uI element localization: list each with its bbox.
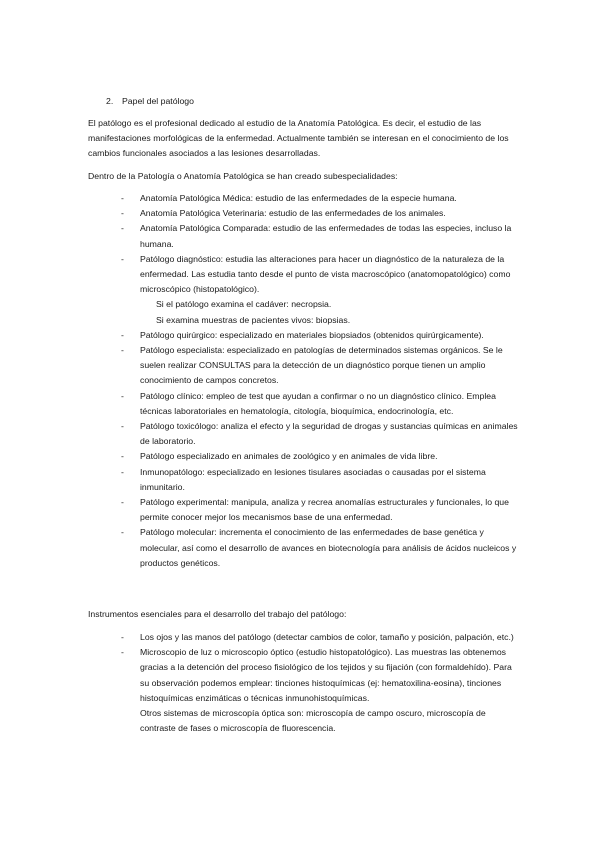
section-number: 2.: [106, 96, 114, 106]
list-item: - Patólogo especializado en animales de zoológico y en animales de vida libre.: [121, 451, 438, 462]
list-item: - Patólogo molecular: incrementa el conocimiento de las enfermedades de base genética y molecular, así como el desarrollo de avances en biotecnología para análisis de ácidos nucleicos y productos genéticos.: [121, 527, 517, 568]
list-item: - Patólogo especialista: especializado en patologías de determinados sistemas orgánicos. Se le suelen realizar CONSULTAS para la detección de un diagnóstico porque tienen un amplio conocimiento de campos concretos.: [121, 345, 503, 386]
diagnostic-subitem: Si el patólogo examina el cadáver: necropsia.: [156, 299, 332, 310]
list-item: - Microscopio de luz o microscopio óptico (estudio histopatológico). Las muestras las obtenemos gracias a la detención del proceso fisiológico de los tejidos y su fijación (con formaldehído). Para su observación podemos emplear: tinciones histoquímicas (ej: hematoxilina-eosina), tinciones histoquímicas enzimáticas o técnicas inmunohistoquímicas. Otros sistemas de microscopía óptica son: microscopía de campo oscuro, microscopía de contraste de fases o microscopía de fluorescencia.: [88, 645, 520, 736]
diagnostic-subitem: Si examina muestras de pacientes vivos: biopsias.: [156, 314, 351, 325]
intro-paragraph: El patólogo es el profesional dedicado al estudio de la Anatomía Patológica. Es decir, el estudio de las manifestaciones morfológicas de la enfermedad. Actualmente también se interesan en el conocimiento de los cambios funcionales asociados a las lesiones desarrolladas.: [88, 118, 509, 159]
list-item: - Patólogo clínico: empleo de test que ayudan a confirmar o no un diagnóstico clínico. Emplea técnicas laboratoriales en hematología, citología, bioquímica, endocrinología, etc.: [121, 390, 496, 416]
instruments-intro: Instrumentos esenciales para el desarrollo del trabajo del patólogo:: [88, 609, 347, 619]
list-item: - Anatomía Patológica Comparada: estudio de las enfermedades de todas las especies, incluso la humana.: [121, 223, 512, 249]
list-item: - Patólogo quirúrgico: especializado en materiales biopsiados (obtenidos quirúrgicamente).: [121, 329, 484, 340]
list-item: - Patólogo toxicólogo: analiza el efecto y la seguridad de drogas y sustancias químicas en animales de laboratorio.: [121, 421, 518, 447]
list-item: - Inmunopatólogo: especializado en lesiones tisulares asociadas o causadas por el sistema inmunitario.: [121, 466, 486, 492]
list-item: - Los ojos y las manos del patólogo (detectar cambios de color, tamaño y posición, palpación, etc.): [121, 632, 514, 642]
list-item: - Anatomía Patológica Médica: estudio de las enfermedades de la especie humana.: [121, 193, 457, 203]
subspecialties-intro: Dentro de la Patología o Anatomía Patológica se han creado subespecialidades:: [88, 171, 398, 181]
list-item: - Patólogo experimental: manipula, analiza y recrea anomalías estructurales y funcionales, lo que permite conocer mejor los mecanismos base de una enfermedad.: [121, 497, 509, 523]
section-title: Papel del patólogo: [122, 96, 194, 106]
list-item: - Anatomía Patológica Veterinaria: estudio de las enfermedades de los animales.: [121, 208, 446, 219]
list-item: - Patólogo diagnóstico: estudia las alteraciones para hacer un diagnóstico de la naturaleza de la enfermedad. Las estudia tanto desde el punto de vista macroscópico (anatomopatológico) como microscópico (histopatológico). Si el patólogo examina el cadáver: necropsia. Si examina muestras de pacientes vivos: biopsias.: [88, 252, 520, 328]
instruments-extra: Otros sistemas de microscopía óptica son: microscopía de campo oscuro, microscopía de contraste de fases o microscopía de fluorescencia.: [140, 708, 486, 734]
subspecialties-list: [88, 191, 520, 571]
instruments-list: [88, 630, 520, 736]
section-heading: [106, 96, 194, 106]
